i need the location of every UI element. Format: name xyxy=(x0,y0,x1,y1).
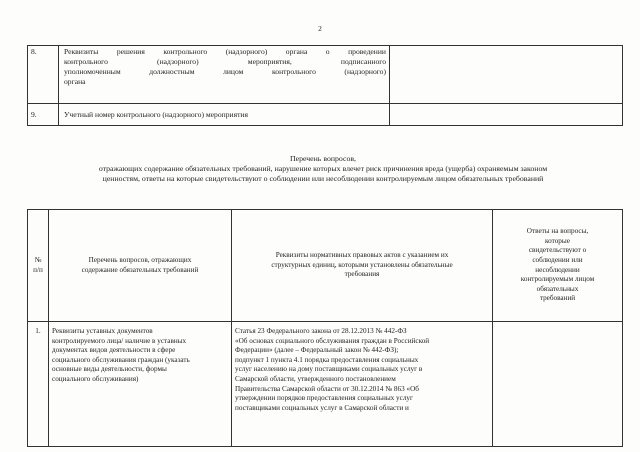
header-questions xyxy=(49,210,232,322)
answer-cell xyxy=(493,322,623,447)
question-cell xyxy=(49,322,232,447)
question-line: Реквизиты уставных документов xyxy=(52,327,153,335)
table-header-row xyxy=(28,210,623,322)
requisites-line: Федерации» (далее – Федеральный закон № 442-ФЗ); xyxy=(235,346,399,355)
header-answers xyxy=(493,210,623,322)
question-line: социального обслуживания граждан (указать xyxy=(52,355,190,364)
requisites-line: Самарской области, утвержденного постановлением xyxy=(235,374,396,383)
table-row xyxy=(28,322,623,447)
header-text: которые xyxy=(545,236,570,245)
questions-table xyxy=(27,209,623,447)
requisites-cell xyxy=(232,322,493,447)
header-requisites xyxy=(232,210,493,322)
row-value xyxy=(390,104,623,126)
table-row xyxy=(28,104,623,126)
row-number: 8. xyxy=(28,46,59,104)
row-label: Учетный номер контрольного (надзорного) мероприятия xyxy=(59,104,390,126)
header-text: соблюдении или xyxy=(532,255,583,264)
requisites-line: поставщиками социальных услуг в Самарской области и xyxy=(235,403,409,412)
section-heading xyxy=(20,154,626,184)
requisites-line: услуг населению на дому поставщиками социальных услуг в xyxy=(235,365,423,374)
question-line: основные виды деятельности, формы xyxy=(52,365,167,374)
heading-line-1: Перечень вопросов, xyxy=(290,154,356,163)
requisites-line: подпункт 1 пункта 4.1 порядка предоставления социальных xyxy=(235,355,419,364)
header-text: Ответы на вопросы, xyxy=(526,227,589,236)
question-line: контролируемого лица/ наличие в уставных xyxy=(52,336,187,345)
header-text: Реквизиты нормативных правовых актов с указанием их xyxy=(275,251,449,260)
requisites-line: Правительства Самарской области от 30.12.2014 № 863 «Об xyxy=(235,384,419,393)
header-text: несоблюдении xyxy=(535,265,580,274)
header-text: Перечень вопросов, отражающих xyxy=(88,255,192,264)
requisites-line: утверждении порядков предоставления социальных услуг xyxy=(235,394,413,403)
decision-details-table xyxy=(27,45,623,126)
label-line: уполномоченным должностным лицом контрольного (надзорного) xyxy=(64,67,386,76)
header-text: № xyxy=(34,255,42,264)
row-value xyxy=(390,46,623,104)
header-text: п/п xyxy=(33,265,43,274)
page-number: 2 xyxy=(318,24,322,33)
header-text: свидетельствуют о xyxy=(528,246,587,255)
header-text: содержание обязательных требований xyxy=(81,265,199,274)
table-row xyxy=(28,46,623,104)
row-number: 9. xyxy=(28,104,59,126)
row-number: 1. xyxy=(28,322,49,447)
header-text: контролируемым лицом xyxy=(520,275,595,284)
label-line: Реквизиты решения контрольного (надзорного) органа о проведении xyxy=(64,47,386,56)
heading-line-3: ценностям, ответы на которые свидетельствуют о соблюдении или несоблюдении контролируемым лицом обязательных требований xyxy=(102,174,544,183)
header-text: обязательных xyxy=(536,284,579,293)
label-line: органа xyxy=(64,77,86,86)
question-line: документах видов деятельности в сфере xyxy=(52,346,176,355)
requisites-line: «Об основах социального обслуживания граждан в Российской xyxy=(235,336,430,345)
question-line: социального обслуживания) xyxy=(52,374,139,383)
header-number xyxy=(28,210,49,322)
row-label xyxy=(59,46,390,104)
header-text: требования xyxy=(344,270,380,279)
heading-line-2: отражающих содержание обязательных требований, нарушение которых влечет риск причинения вреда (ущерба) охраняемым законом xyxy=(98,164,548,173)
header-text: структурных единиц, которыми установлены обязательные xyxy=(271,260,453,269)
label-line: контрольного (надзорного) мероприятия, подписанного xyxy=(64,57,386,66)
requisites-line: Статья 23 Федерального закона от 28.12.2013 № 442-ФЗ xyxy=(235,327,407,335)
header-text: требований xyxy=(539,294,576,303)
